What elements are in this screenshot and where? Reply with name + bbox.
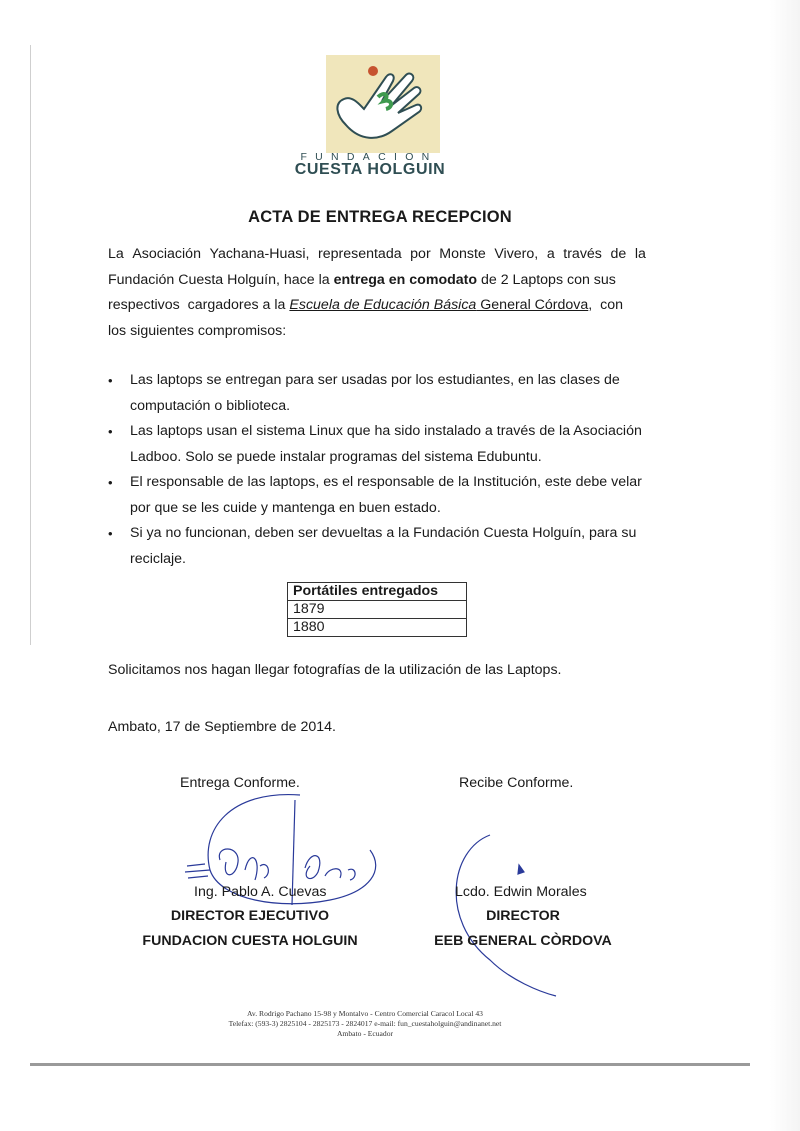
left-signature-label: Entrega Conforme. <box>180 775 300 791</box>
intro-text: Fundación Cuesta Holguín, hace la <box>108 271 334 288</box>
word: Vivero, <box>494 246 539 262</box>
intro-text: , con <box>588 297 623 313</box>
commitment-item: • Si ya no funcionan, deben ser devueltas a la Fundación Cuesta Holguín, para su reciclaje. <box>108 521 646 572</box>
school-name-underlined: General Córdova <box>476 297 589 313</box>
photo-request: Solicitamos nos hagan llegar fotografías de la utilización de las Laptops. <box>108 662 562 678</box>
left-signer-org: FUNDACION CUESTA HOLGUIN <box>142 933 358 949</box>
left-signer-title: DIRECTOR EJECUTIVO <box>170 908 330 924</box>
commitment-item: • Las laptops se entregan para ser usadas por los estudiantes, en las clases de computación o biblioteca. <box>108 368 646 419</box>
footer-line: Av. Rodrigo Pachano 15-98 y Montalvo - Centro Comercial Caracol Local 43 <box>247 1009 483 1018</box>
word: Asociación <box>132 246 201 262</box>
word: través <box>563 246 602 262</box>
word: La <box>108 246 124 262</box>
word: a <box>546 246 555 262</box>
word: por <box>410 246 431 262</box>
footer-address <box>150 1009 580 1039</box>
right-signer-name: Lcdo. Edwin Morales <box>455 884 587 900</box>
logo-fundacion-text: FUNDACION <box>300 151 438 163</box>
date-line: Ambato, 17 de Septiembre de 2014. <box>108 719 336 735</box>
logo-org-name: CUESTA HOLGUIN <box>294 161 446 178</box>
school-name-underlined: Escuela de Educación Básica <box>289 297 477 313</box>
table-header: Portátiles entregados <box>288 583 467 601</box>
word: Yachana-Huasi, <box>209 246 310 262</box>
word: Monste <box>439 246 486 262</box>
commitment-item: • Las laptops usan el sistema Linux que ha sido instalado a través de la Asociación Ladboo. Solo se puede instalar programas del sistema Edubuntu. <box>108 419 646 470</box>
right-signer-title: DIRECTOR <box>486 908 560 924</box>
right-signer-org: EEB GENERAL CÒRDOVA <box>434 933 612 949</box>
table-cell: 1879 <box>288 601 467 619</box>
document-title: ACTA DE ENTREGA RECEPCION <box>248 208 512 226</box>
table-cell: 1880 <box>288 619 467 637</box>
left-signer-name: Ing. Pablo A. Cuevas <box>194 884 327 900</box>
footer-line: Telefax: (593-3) 2825104 - 2825173 - 2824017 e-mail: fun_cuestaholguin@andinanet.net <box>228 1019 502 1028</box>
footer-line: Ambato - Ecuador <box>336 1029 394 1038</box>
intro-text: respectivos cargadores a la <box>108 297 290 313</box>
word: de <box>610 246 627 262</box>
intro-text: de 2 Laptops con sus <box>477 271 616 288</box>
intro-text: los siguientes compromisos: <box>108 322 287 339</box>
comodato-emphasis: entrega en comodato <box>333 271 478 288</box>
commitment-item: • El responsable de las laptops, es el responsable de la Institución, este debe velar por que se les cuide y mantenga en buen estado. <box>108 470 646 521</box>
word: la <box>634 246 646 262</box>
right-signature-label: Recibe Conforme. <box>459 775 574 791</box>
word: representada <box>318 246 402 262</box>
